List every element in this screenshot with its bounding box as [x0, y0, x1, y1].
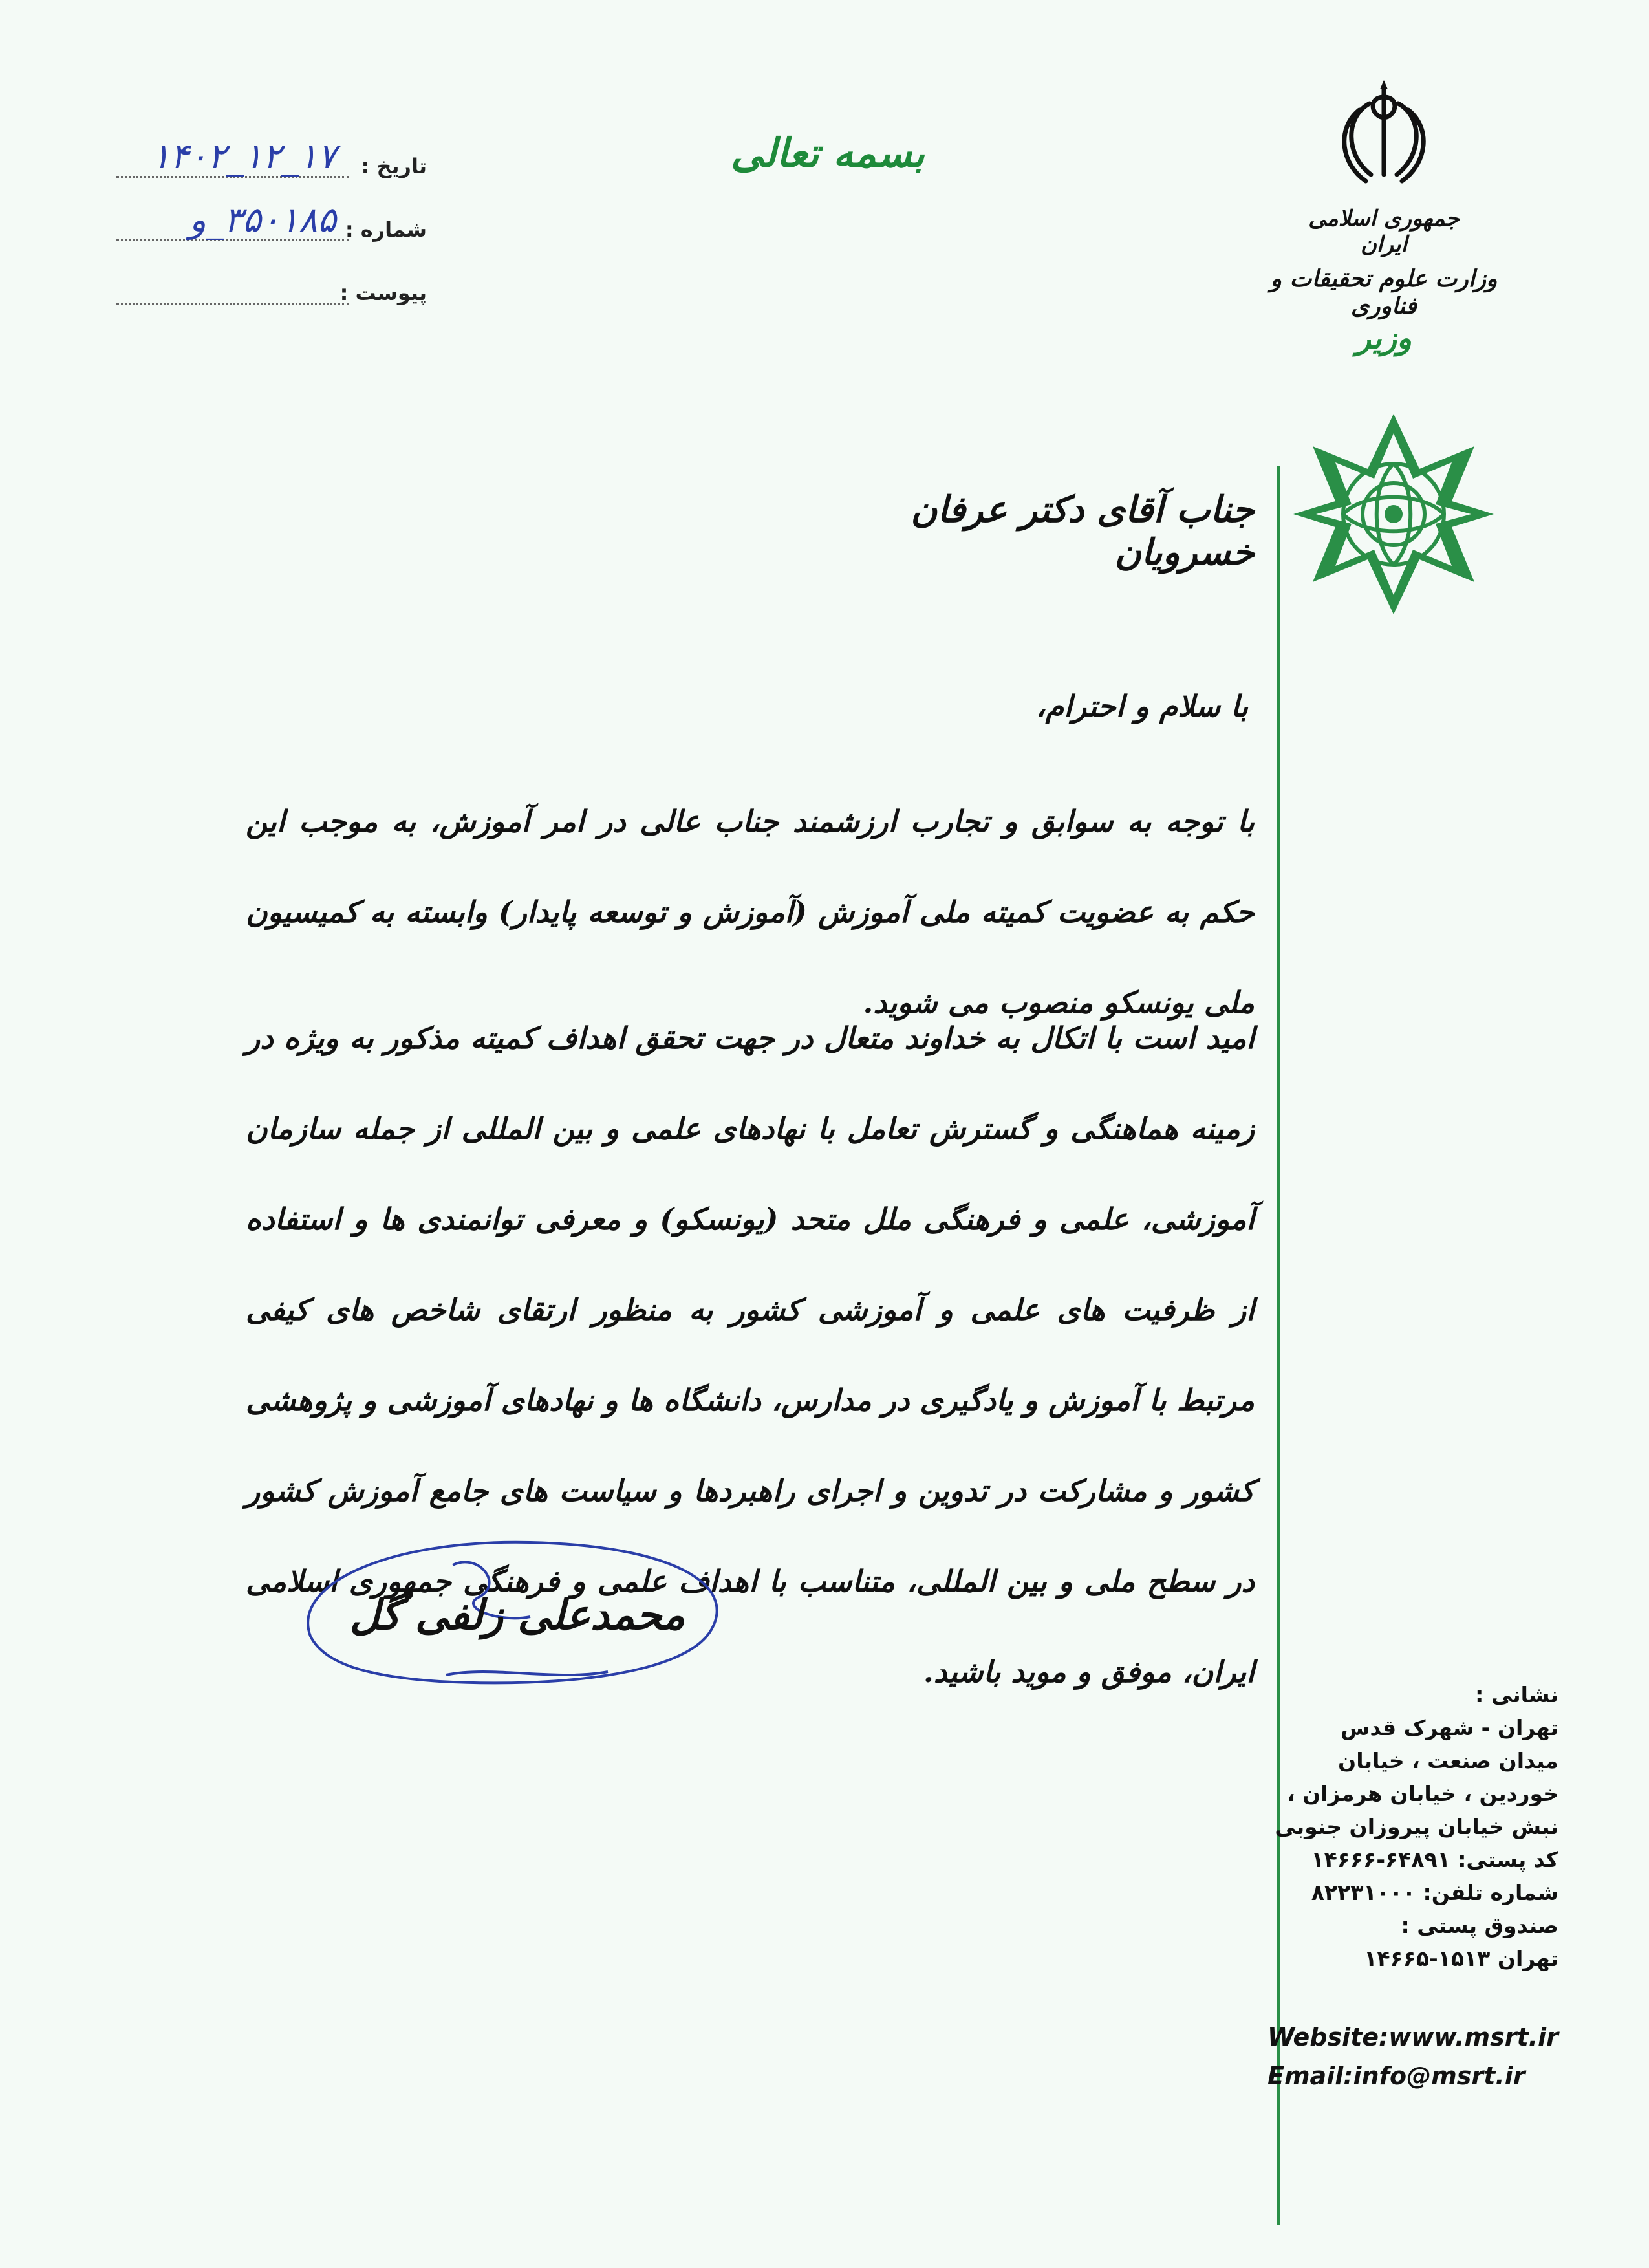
website-link[interactable]: Website:www.msrt.ir — [1267, 2023, 1558, 2051]
body-paragraph-2: امید است با اتکال به خداوند متعال در جهت تحقق اهداف کمیته مذکور به ویژه در زمینه هماهنگی و گسترش تعامل با نهادهای علمی و بین المللی از جمله سازمان آموزشی، علمی و فرهنگی ملل متحد (یونسکو) و معرفی توانمندی ها و استفاده از ظرفیت های علمی و آموزشی کشور به منظور ارتقای شاخص های کیفی مرتبط با آموزش و یادگیری در مدارس، دانشگاه ها و نهادهای آموزشی و پژوهشی کشور و مشارکت در تدوین و اجرای راهبردها و سیاست های جامع آموزش کشور در سطح ملی و بین المللی، متناسب با اهداف علمی و فرهنگی جمهوری اسلامی ایران، موفق و موید باشید. — [246, 1021, 1255, 1689]
address-line: تهران ۱۵۱۳-۱۴۶۶۵ — [1364, 1946, 1558, 1971]
number-label: شماره : — [345, 217, 427, 242]
date-label: تاریخ : — [361, 154, 427, 178]
addressee-line: جناب آقای دکتر عرفان خسرویان — [911, 488, 1255, 574]
emblem-container — [1293, 78, 1474, 197]
date-value: ۱۴۰۲_۱۲_۱۷ — [151, 136, 336, 177]
address-line: نشانی : — [1475, 1682, 1558, 1707]
ministry-name: وزارت علوم تحقیقات و فناوری — [1270, 265, 1498, 319]
email-link[interactable]: Email:info@msrt.ir — [1267, 2062, 1525, 2090]
islamic-star-ornament-icon — [1287, 407, 1500, 621]
attachment-label: پیوست : — [339, 281, 427, 305]
greeting-line: با سلام و احترام، — [1035, 689, 1248, 724]
number-value: ۳۵۰۱۸۵_و — [189, 199, 336, 240]
letter-meta — [91, 136, 427, 326]
iran-emblem-icon — [1332, 78, 1436, 194]
signature-block — [285, 1526, 750, 1694]
bismillah-heading: بسمه تعالی — [731, 129, 925, 177]
address-line: میدان صنعت ، خیابان — [1338, 1748, 1558, 1773]
address-line: خوردین ، خیابان هرمزان ، — [1287, 1781, 1558, 1806]
address-line: نبش خیابان پیروزان جنوبی — [1275, 1814, 1558, 1839]
date-row — [91, 136, 427, 199]
address-line: تهران - شهرک قدس — [1340, 1715, 1558, 1740]
signer-name: محمدعلی زلفی گل — [349, 1591, 685, 1639]
address-line: شماره تلفن: ۸۲۲۳۱۰۰۰ — [1311, 1880, 1558, 1905]
contact-address — [1274, 1678, 1558, 1975]
address-line: کد پستی: ۶۴۸۹۱-۱۴۶۶۶ — [1311, 1847, 1558, 1872]
minister-title: وزیر — [1355, 320, 1412, 356]
government-name: جمهوری اسلامی ایران — [1308, 206, 1460, 257]
body-paragraph-1: با توجه به سوابق و تجارب ارزشمند جناب عالی در امر آموزش، به موجب این حکم به عضویت کمیته ملی آموزش (آموزش و توسعه پایدار) وابسته به کمیسیون ملی یونسکو منصوب می شوید. — [246, 804, 1255, 1020]
address-line: صندوق پستی : — [1401, 1913, 1558, 1938]
number-row — [91, 199, 427, 263]
attachment-row — [91, 263, 427, 326]
